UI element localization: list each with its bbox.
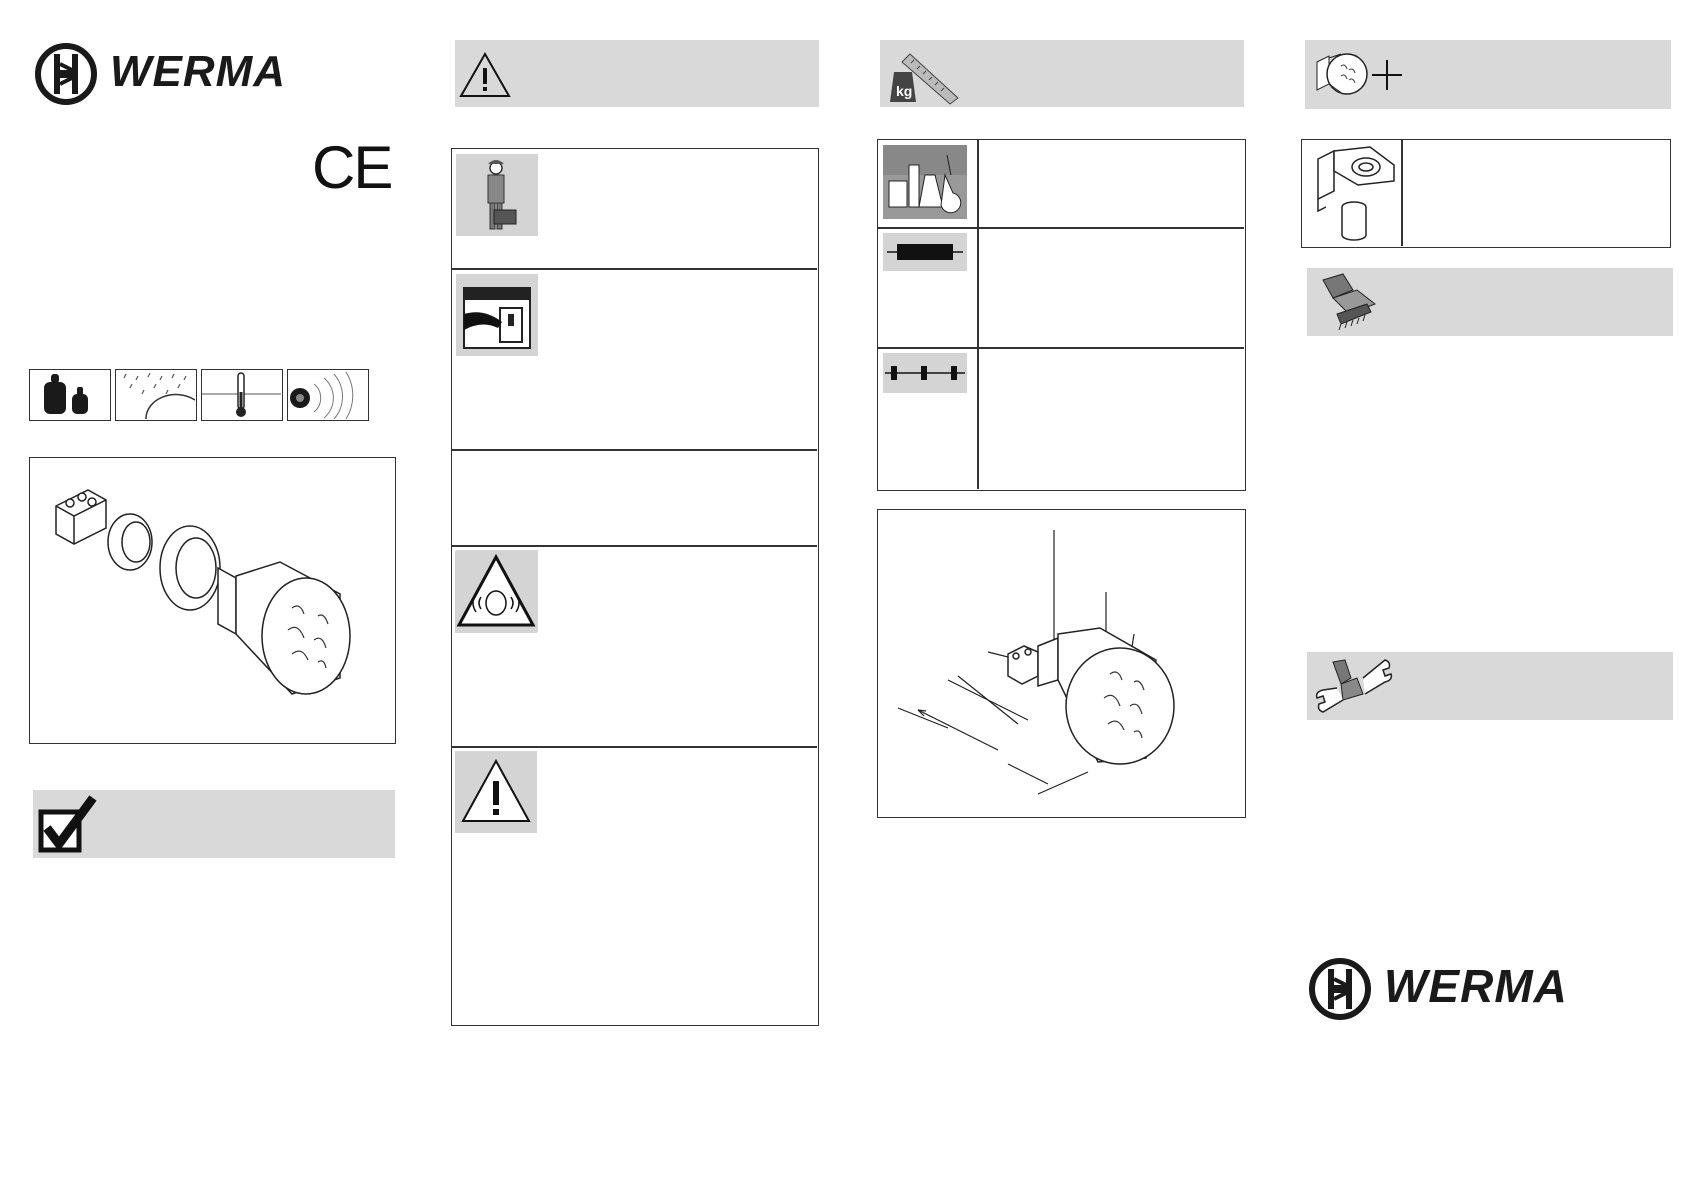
mounting-nut bbox=[108, 514, 152, 570]
caution-icon bbox=[455, 751, 537, 833]
technical-data-table bbox=[877, 139, 1246, 491]
mounting-bracket-icon bbox=[1304, 141, 1400, 245]
dimension-drawing bbox=[877, 509, 1246, 818]
brand-wordmark: WERMA bbox=[110, 47, 287, 96]
cleaning-brush-icon bbox=[1313, 270, 1383, 334]
werma-emblem-icon bbox=[34, 42, 98, 106]
column-divider bbox=[1401, 140, 1403, 246]
werma-logo-top bbox=[34, 42, 374, 106]
safety-header-panel bbox=[455, 40, 819, 107]
rain-icon bbox=[115, 369, 197, 421]
hearing-damage-icon bbox=[455, 551, 537, 633]
thermometer-icon bbox=[201, 369, 283, 421]
product-exploded-illustration bbox=[29, 457, 396, 744]
brand-wordmark: WERMA bbox=[1384, 960, 1568, 1012]
divider bbox=[452, 746, 817, 748]
wrench-icon bbox=[1313, 654, 1393, 718]
werma-logo-bottom bbox=[1308, 957, 1668, 1023]
scope-of-delivery-panel bbox=[33, 790, 395, 858]
weight-ruler-icon bbox=[886, 44, 962, 106]
sound-level-icon bbox=[287, 369, 369, 421]
weights-icon bbox=[29, 369, 111, 421]
kg-label: kg bbox=[896, 83, 913, 99]
column-divider bbox=[977, 140, 979, 489]
disconnect-power-icon bbox=[456, 274, 538, 356]
series-wiring-icon bbox=[883, 353, 967, 393]
sounder-body bbox=[218, 562, 350, 694]
resistor-icon bbox=[883, 233, 967, 271]
divider bbox=[452, 545, 817, 547]
divider bbox=[452, 449, 817, 451]
ce-mark: CE bbox=[312, 134, 392, 201]
terminal-block bbox=[56, 490, 106, 544]
accessories-table bbox=[1301, 139, 1671, 248]
maintenance-header-panel bbox=[1307, 652, 1673, 720]
warning-triangle-icon bbox=[457, 50, 513, 100]
chemical-resistance-icon bbox=[883, 145, 967, 219]
row-divider bbox=[878, 347, 1244, 349]
cleaning-header-panel bbox=[1307, 268, 1673, 336]
row-divider bbox=[878, 227, 1244, 229]
accessories-header-panel bbox=[1305, 40, 1671, 109]
divider bbox=[452, 268, 817, 270]
checkmark-icon bbox=[37, 794, 99, 856]
werma-emblem-icon bbox=[1308, 957, 1372, 1021]
device-plus-icon bbox=[1311, 44, 1411, 106]
technical-data-header-panel bbox=[880, 40, 1244, 107]
washer-ring bbox=[160, 526, 220, 610]
electrician-icon bbox=[456, 154, 538, 236]
